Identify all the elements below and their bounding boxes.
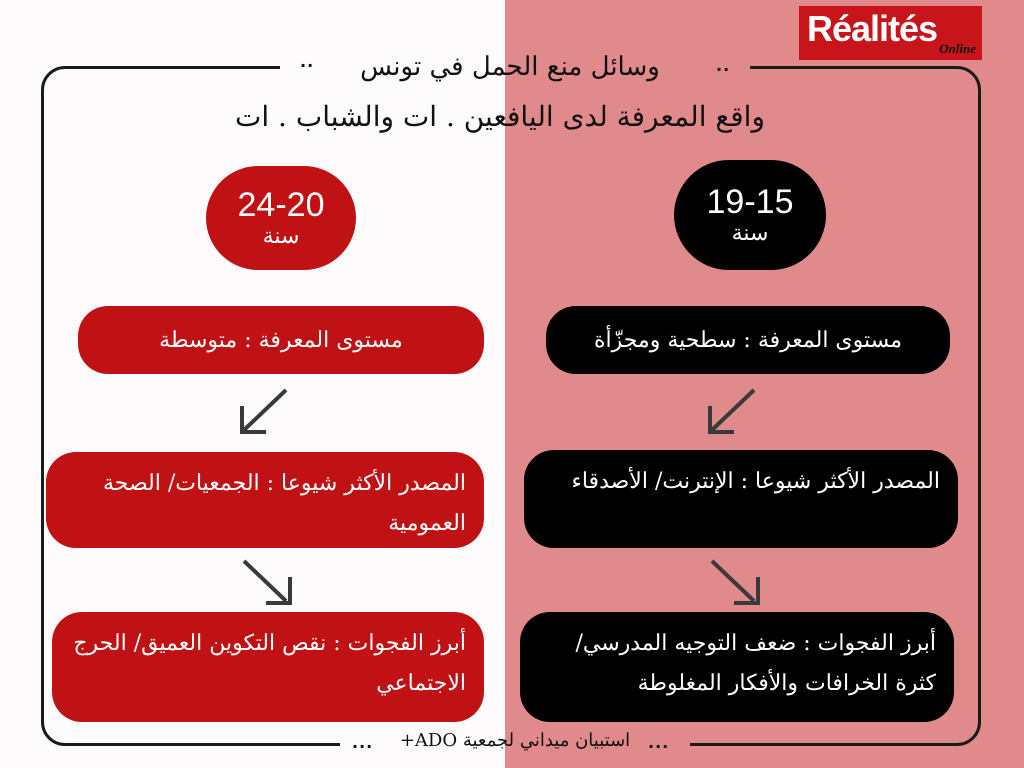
title-dots-left: .. (300, 52, 315, 71)
main-gaps-box-15-19 (520, 612, 954, 722)
logo-sub-text: Online (939, 41, 976, 56)
knowledge-level-box-20-24 (78, 306, 484, 374)
footer-dots-right: ... (648, 733, 670, 752)
main-gaps-text: أبرز الفجوات : نقص التكوين العميق/ الحرج الاجتماعي (73, 631, 466, 696)
age-range: 24-20 (237, 185, 325, 224)
age-range: 19-15 (706, 182, 794, 221)
page-title: وسائل منع الحمل في تونس (360, 52, 660, 82)
main-source-box-15-19 (524, 450, 958, 548)
main-source-box-20-24 (46, 452, 484, 548)
age-badge-20-24 (206, 166, 356, 270)
brand-logo (799, 6, 982, 60)
knowledge-level-text: مستوى المعرفة : سطحية ومجزّأة (593, 327, 903, 353)
age-unit: سنة (731, 221, 769, 247)
age-badge-15-19 (674, 160, 826, 270)
footer-source: استبيان ميداني لجمعية ADO+ (399, 730, 631, 751)
arrow-down-left-icon (230, 384, 294, 440)
logo-main-text: Réalités (807, 8, 938, 49)
arrow-down-right-icon (706, 555, 770, 611)
main-source-text: المصدر الأكثر شيوعا : الجمعيات/ الصحة العمومية (102, 471, 466, 536)
main-gaps-box-20-24 (52, 612, 484, 722)
main-source-text: المصدر الأكثر شيوعا : الإنترنت/ الأصدقاء (571, 469, 940, 494)
knowledge-level-box-15-19 (546, 306, 950, 374)
title-dots-right: .. (716, 56, 731, 75)
age-unit: سنة (262, 224, 300, 250)
page-subtitle: واقع المعرفة لدى اليافعين . ات والشباب . ات (235, 100, 765, 133)
main-gaps-text: أبرز الفجوات : ضعف التوجيه المدرسي/ كثرة الخرافات والأفكار المغلوطة (575, 631, 936, 696)
arrow-down-right-icon (238, 555, 302, 611)
knowledge-level-text: مستوى المعرفة : متوسطة (159, 327, 403, 353)
arrow-down-left-icon (698, 384, 762, 440)
footer-dots-left: ... (352, 733, 374, 752)
